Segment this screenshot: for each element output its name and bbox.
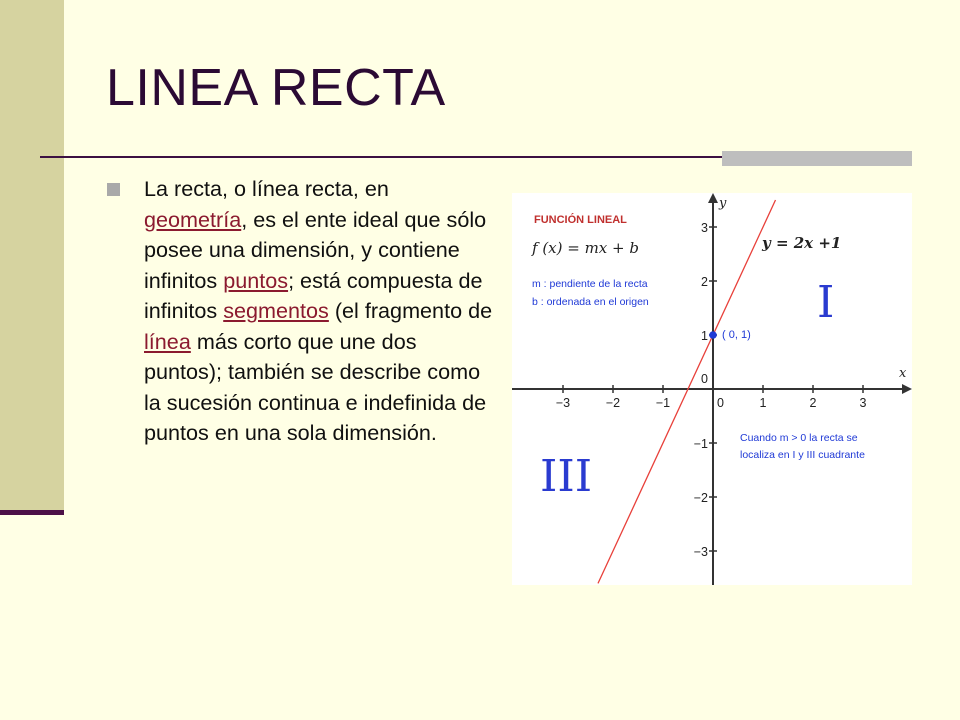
body-text-3: ; está compuesta de infinitos: [144, 267, 483, 323]
x-tick-label: 3: [859, 396, 867, 410]
title-underline-accent: [722, 151, 912, 166]
point-label: ( 0, 1): [722, 329, 751, 341]
note-line-2: localiza en I y III cuadrante: [740, 449, 865, 461]
link-geometria[interactable]: geometría: [144, 206, 242, 232]
x-tick-label: 1: [759, 396, 767, 410]
body-paragraph: [144, 174, 496, 449]
legend-intercept: b : ordenada en el origen: [532, 296, 649, 308]
bullet-marker: [107, 183, 120, 196]
x-axis-name: x: [899, 366, 907, 381]
y-tick-label: 2: [701, 275, 708, 289]
series-line: [598, 200, 776, 583]
body-text-1: La recta, o línea recta, en: [144, 176, 389, 201]
intercept-point: [709, 331, 717, 339]
x-tick-label: 0: [717, 396, 724, 410]
quadrant-III-label: III: [540, 451, 593, 502]
x-tick-label: 2: [809, 396, 817, 410]
left-decorative-band: [0, 0, 64, 512]
legend-slope: m : pendiente de la recta: [532, 278, 648, 290]
slide-title: LINEA RECTA: [106, 59, 446, 117]
body-text-4: (el fragmento de: [328, 298, 493, 323]
note-line-1: Cuando m > 0 la recta se: [740, 432, 858, 444]
function-formula: f (x) = mx + b: [532, 239, 639, 257]
y-tick-label: −3: [693, 545, 708, 559]
x-tick-label: −3: [555, 396, 571, 410]
linear-function-graph: [512, 193, 912, 585]
linear-function-figure: [512, 193, 912, 585]
line-equation-label: y = 2x +1: [762, 234, 842, 252]
series-layer: [598, 200, 776, 583]
y-axis-arrow: [708, 193, 718, 203]
x-tick-label: −1: [655, 396, 671, 410]
left-band-rule: [0, 510, 64, 515]
points-layer: [709, 331, 717, 339]
y-tick-label: −2: [693, 491, 708, 505]
y-tick-label: 0: [701, 372, 708, 386]
y-axis-name: y: [719, 196, 727, 211]
y-tick-label: 1: [701, 329, 708, 343]
x-tick-label: −2: [605, 396, 621, 410]
y-tick-label: 3: [701, 221, 708, 235]
link-linea[interactable]: línea: [144, 328, 191, 354]
body-text-5: más corto que une dos puntos); también se describe como la sucesión continua e indefinida de puntos en una sola dimensión.: [144, 328, 487, 445]
link-puntos[interactable]: puntos: [223, 267, 289, 293]
y-tick-label: −1: [693, 437, 708, 451]
x-axis-arrow: [902, 384, 912, 394]
quadrant-I-label: I: [817, 277, 835, 328]
body-text-2: , es el ente ideal que sólo posee una dimensión, y contiene infinitos: [144, 206, 487, 293]
link-segmentos[interactable]: segmentos: [223, 298, 329, 323]
figure-heading: FUNCIÓN LINEAL: [534, 214, 627, 226]
